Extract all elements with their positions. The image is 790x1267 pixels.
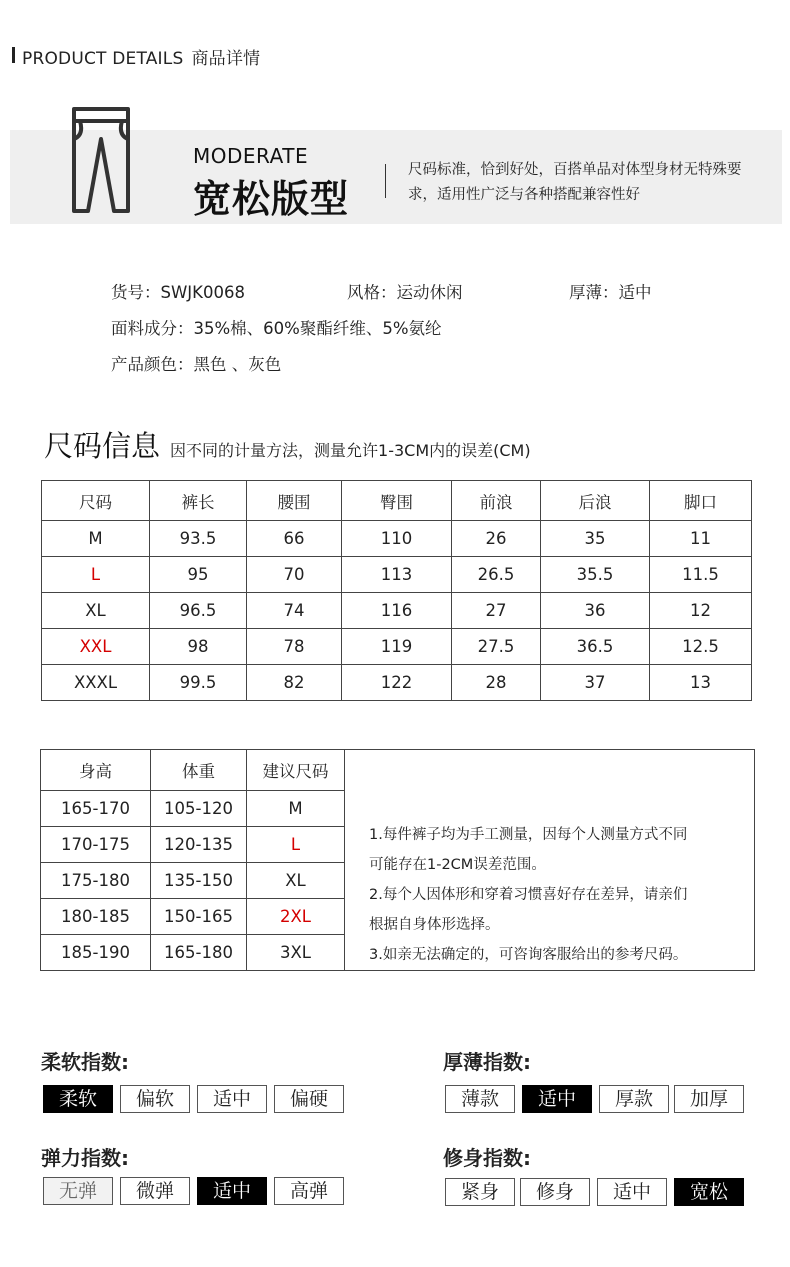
size-header-cell: 前浪 [452, 481, 541, 521]
header-accent-bar [12, 47, 15, 63]
note-line: 根据自身体形选择。 [369, 917, 500, 933]
pants-icon [70, 105, 132, 215]
recommend-cell: 165-170 [41, 791, 151, 827]
size-cell: 11.5 [650, 557, 752, 593]
size-cell: 35.5 [541, 557, 650, 593]
size-cell: 13 [650, 665, 752, 701]
fit-option-loose[interactable]: 宽松 [674, 1178, 744, 1206]
size-cell: 36 [541, 593, 650, 629]
size-cell: 74 [247, 593, 342, 629]
size-info-subtitle: 因不同的计量方法，测量允许1-3CM内的误差(CM) [170, 441, 531, 460]
info-sku: 货号：SWJK0068 [111, 283, 245, 302]
recommend-cell: 3XL [247, 935, 345, 971]
size-cell: 119 [342, 629, 452, 665]
size-cell: 78 [247, 629, 342, 665]
recommend-table [40, 749, 755, 971]
fit-option-slim[interactable]: 修身 [520, 1178, 590, 1206]
size-table [41, 480, 752, 701]
recommend-cell: 185-190 [41, 935, 151, 971]
size-header-cell: 臀围 [342, 481, 452, 521]
elasticity-option-slight[interactable]: 微弹 [120, 1177, 190, 1205]
softness-option-medium[interactable]: 适中 [197, 1085, 267, 1113]
softness-option-slightly-soft[interactable]: 偏软 [120, 1085, 190, 1113]
table-row [42, 521, 752, 557]
size-cell: XXXL [42, 665, 150, 701]
size-cell: 12 [650, 593, 752, 629]
size-cell: 95 [150, 557, 247, 593]
size-cell: 96.5 [150, 593, 247, 629]
info-style: 风格：运动休闲 [347, 283, 463, 302]
fit-english-label: MODERATE [193, 144, 309, 168]
size-header-cell: 腰围 [247, 481, 342, 521]
size-cell: XL [42, 593, 150, 629]
thickness-option-thick[interactable]: 厚款 [599, 1085, 669, 1113]
thickness-index-title: 厚薄指数: [443, 1050, 531, 1074]
size-cell: 82 [247, 665, 342, 701]
note-line: 1.每件裤子均为手工测量，因每个人测量方式不同 [369, 827, 688, 843]
size-cell: 98 [150, 629, 247, 665]
size-cell: 37 [541, 665, 650, 701]
size-header-cell: 后浪 [541, 481, 650, 521]
header-english: PRODUCT DETAILS [22, 49, 184, 69]
softness-option-soft[interactable]: 柔软 [43, 1085, 113, 1113]
table-row [42, 629, 752, 665]
softness-option-slightly-hard[interactable]: 偏硬 [274, 1085, 344, 1113]
size-cell: 36.5 [541, 629, 650, 665]
softness-index-title: 柔软指数: [41, 1050, 129, 1074]
table-row [42, 593, 752, 629]
size-notes [345, 750, 755, 971]
size-cell: 113 [342, 557, 452, 593]
header-chinese: 商品详情 [191, 49, 261, 69]
fit-option-tight[interactable]: 紧身 [445, 1178, 515, 1206]
thickness-option-extra-thick[interactable]: 加厚 [674, 1085, 744, 1113]
size-cell: 28 [452, 665, 541, 701]
fit-description: 尺码标准，恰到好处，百搭单品对体型身材无特殊要求，适用性广泛与各种搭配兼容性好 [408, 162, 742, 203]
size-info-heading [44, 424, 531, 465]
size-cell: XXL [42, 629, 150, 665]
elasticity-option-medium[interactable]: 适中 [197, 1177, 267, 1205]
fit-index-title: 修身指数: [443, 1146, 531, 1170]
elasticity-option-high[interactable]: 高弹 [274, 1177, 344, 1205]
size-header-cell: 裤长 [150, 481, 247, 521]
recommend-cell: XL [247, 863, 345, 899]
size-table-header-row [42, 481, 752, 521]
size-cell: 26.5 [452, 557, 541, 593]
size-cell: 26 [452, 521, 541, 557]
size-cell: 110 [342, 521, 452, 557]
note-line: 3.如亲无法确定的，可咨询客服给出的参考尺码。 [369, 947, 688, 963]
size-header-cell: 尺码 [42, 481, 150, 521]
fit-option-medium[interactable]: 适中 [597, 1178, 667, 1206]
recommend-cell: 165-180 [151, 935, 247, 971]
info-colors: 产品颜色：黑色 、灰色 [111, 355, 282, 374]
recommend-cell: 170-175 [41, 827, 151, 863]
fit-divider [385, 164, 386, 198]
recommend-cell: 135-150 [151, 863, 247, 899]
size-cell: 116 [342, 593, 452, 629]
note-line: 2.每个人因体形和穿着习惯喜好存在差异，请亲们 [369, 887, 688, 903]
size-cell: 27.5 [452, 629, 541, 665]
size-cell: 70 [247, 557, 342, 593]
recommend-header-cell: 体重 [151, 750, 247, 791]
recommend-cell: 105-120 [151, 791, 247, 827]
elasticity-option-none[interactable]: 无弹 [43, 1177, 113, 1205]
section-header [22, 44, 260, 69]
size-cell: 11 [650, 521, 752, 557]
size-cell: 12.5 [650, 629, 752, 665]
table-row [42, 557, 752, 593]
thickness-option-medium[interactable]: 适中 [522, 1085, 592, 1113]
recommend-header-row [41, 750, 755, 791]
size-cell: M [42, 521, 150, 557]
recommend-cell: 175-180 [41, 863, 151, 899]
size-cell: 66 [247, 521, 342, 557]
recommend-cell: L [247, 827, 345, 863]
info-thickness: 厚薄：适中 [569, 283, 652, 302]
note-line: 可能存在1-2CM误差范围。 [369, 857, 546, 873]
info-fabric: 面料成分：35%棉、60%聚酯纤维、5%氨纶 [111, 319, 442, 338]
table-row [42, 665, 752, 701]
size-info-title: 尺码信息 [44, 429, 161, 463]
recommend-header-cell: 身高 [41, 750, 151, 791]
size-cell: 99.5 [150, 665, 247, 701]
elasticity-index-title: 弹力指数: [41, 1146, 129, 1170]
recommend-cell: 150-165 [151, 899, 247, 935]
size-header-cell: 脚口 [650, 481, 752, 521]
thickness-option-thin[interactable]: 薄款 [445, 1085, 515, 1113]
fit-chinese-label: 宽松版型 [193, 177, 350, 221]
recommend-cell: M [247, 791, 345, 827]
size-cell: 35 [541, 521, 650, 557]
size-cell: 122 [342, 665, 452, 701]
size-cell: 27 [452, 593, 541, 629]
recommend-cell: 120-135 [151, 827, 247, 863]
recommend-cell: 2XL [247, 899, 345, 935]
recommend-cell: 180-185 [41, 899, 151, 935]
recommend-header-cell: 建议尺码 [247, 750, 345, 791]
size-cell: 93.5 [150, 521, 247, 557]
size-cell: L [42, 557, 150, 593]
